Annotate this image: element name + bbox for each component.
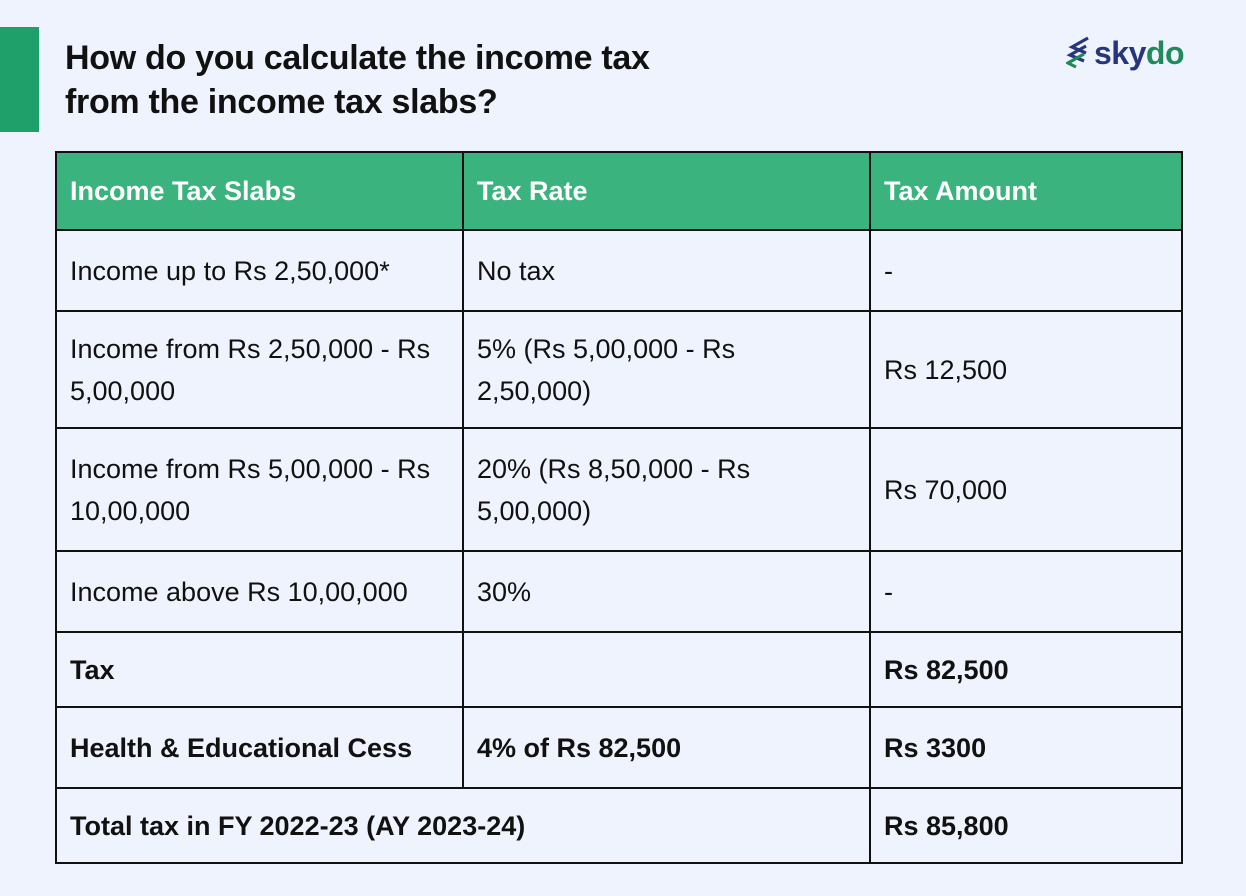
column-header-slabs: Income Tax Slabs bbox=[56, 152, 463, 230]
slab-cell: Income from Rs 2,50,000 - Rs 5,00,000 bbox=[56, 311, 463, 428]
accent-bar bbox=[0, 27, 39, 132]
rate-cell: No tax bbox=[463, 230, 870, 311]
skydo-chevrons-icon bbox=[1066, 36, 1094, 70]
slab-cell: Health & Educational Cess bbox=[56, 707, 463, 788]
slab-cell: Income from Rs 5,00,000 - Rs 10,00,000 bbox=[56, 428, 463, 551]
amount-cell: Rs 3300 bbox=[870, 707, 1182, 788]
amount-cell: Rs 12,500 bbox=[870, 311, 1182, 428]
amount-cell: - bbox=[870, 230, 1182, 311]
slab-cell: Income up to Rs 2,50,000* bbox=[56, 230, 463, 311]
rate-cell: 30% bbox=[463, 551, 870, 632]
slab-cell: Income above Rs 10,00,000 bbox=[56, 551, 463, 632]
rate-cell: 4% of Rs 82,500 bbox=[463, 707, 870, 788]
page-title bbox=[65, 36, 650, 124]
slab-cell: Tax bbox=[56, 632, 463, 707]
table-row bbox=[56, 551, 1182, 632]
rate-cell: 20% (Rs 8,50,000 - Rs 5,00,000) bbox=[463, 428, 870, 551]
total-label: Total tax in FY 2022-23 (AY 2023-24) bbox=[56, 788, 870, 863]
column-header-rate: Tax Rate bbox=[463, 152, 870, 230]
title-line-1: How do you calculate the income tax bbox=[65, 39, 650, 77]
logo-text: skydo bbox=[1094, 35, 1184, 71]
title-line-2: from the income tax slabs? bbox=[65, 83, 498, 121]
total-row bbox=[56, 788, 1182, 863]
table-row bbox=[56, 428, 1182, 551]
table-row bbox=[56, 230, 1182, 311]
amount-cell: - bbox=[870, 551, 1182, 632]
amount-cell: Rs 70,000 bbox=[870, 428, 1182, 551]
rate-cell bbox=[463, 632, 870, 707]
tax-subtotal-row bbox=[56, 632, 1182, 707]
column-header-amount: Tax Amount bbox=[870, 152, 1182, 230]
income-tax-table bbox=[55, 151, 1183, 864]
cess-row bbox=[56, 707, 1182, 788]
table-header-row bbox=[56, 152, 1182, 230]
rate-cell: 5% (Rs 5,00,000 - Rs 2,50,000) bbox=[463, 311, 870, 428]
total-amount: Rs 85,800 bbox=[870, 788, 1182, 863]
table-row bbox=[56, 311, 1182, 428]
skydo-logo bbox=[1066, 34, 1184, 72]
amount-cell: Rs 82,500 bbox=[870, 632, 1182, 707]
